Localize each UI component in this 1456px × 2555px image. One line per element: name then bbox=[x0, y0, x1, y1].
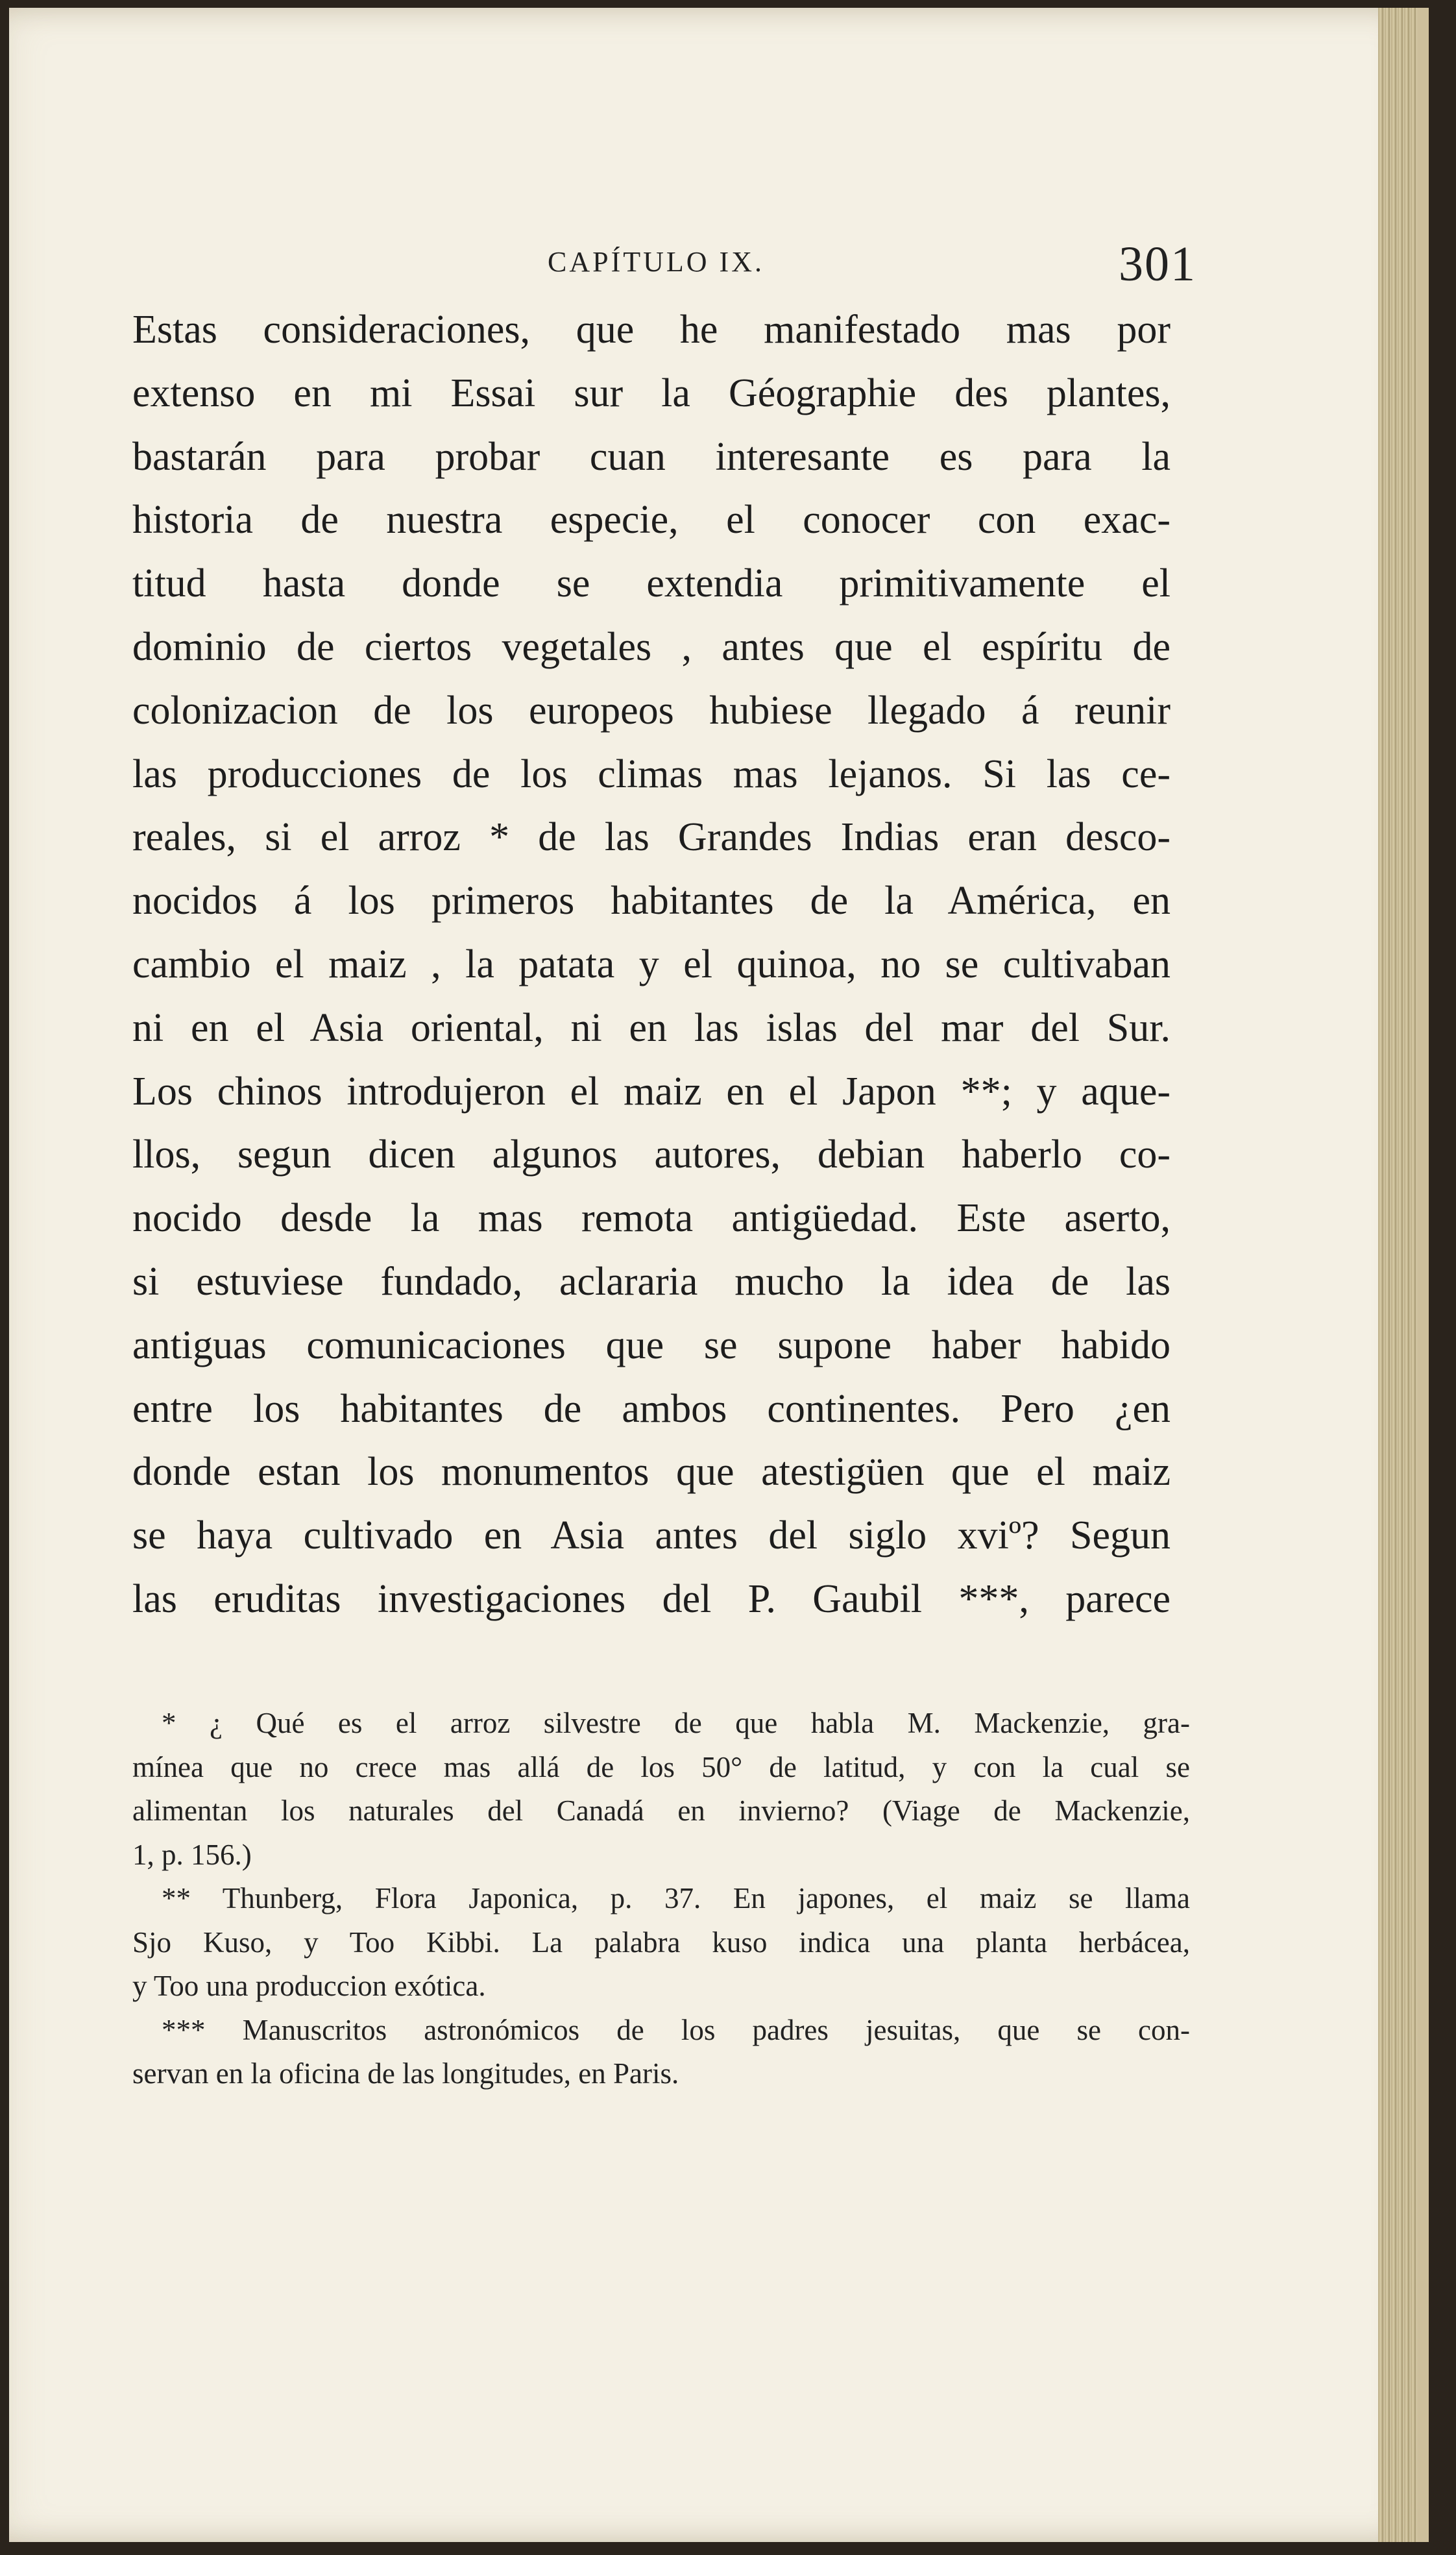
text-line: extenso en mi Essai sur la Géographie des plantes, bbox=[132, 371, 1171, 415]
footnote-line: *** Manuscritos astronómicos de los padres jesuitas, que se con- bbox=[162, 2013, 1190, 2046]
footnote-line: y Too una produccion exótica. bbox=[132, 1970, 486, 2002]
text-line: Los chinos introdujeron el maiz en el Japon **; y aque- bbox=[132, 1069, 1171, 1114]
text-line: nocidos á los primeros habitantes de la América, en bbox=[132, 879, 1171, 923]
text-line: las eruditas investigaciones del P. Gaubil ***, parece bbox=[132, 1576, 1171, 1621]
text-line: las producciones de los climas mas lejanos. Si las ce- bbox=[132, 752, 1171, 796]
text-line: bastarán para probar cuan interesante es para la bbox=[132, 434, 1171, 479]
text-line: Estas consideraciones, que he manifestado mas por bbox=[132, 308, 1171, 352]
footnote-line: mínea que no crece mas allá de los 50° de latitud, y con la cual se bbox=[132, 1750, 1190, 1783]
text-line: reales, si el arroz * de las Grandes Indias eran desco- bbox=[132, 815, 1171, 860]
running-head: CAPÍTULO IX. bbox=[548, 246, 764, 278]
text-line: entre los habitantes de ambos continentes. Pero ¿en bbox=[132, 1386, 1171, 1431]
text-line: nocido desde la mas remota antigüedad. Este aserto, bbox=[132, 1196, 1171, 1241]
footnotes bbox=[132, 1702, 1190, 2096]
text-line: antiguas comunicaciones que se supone haber habido bbox=[132, 1323, 1171, 1367]
footnote-line: alimentan los naturales del Canadá en invierno? (Viage de Mackenzie, bbox=[132, 1794, 1190, 1827]
text-line: historia de nuestra especie, el conocer con exac- bbox=[132, 498, 1171, 543]
text-line: si estuviese fundado, aclararia mucho la idea de las bbox=[132, 1259, 1171, 1304]
main-text bbox=[132, 299, 1171, 1632]
text-line: dominio de ciertos vegetales , antes que el espíritu de bbox=[132, 624, 1171, 669]
text-line: cambio el maiz , la patata y el quinoa, no se cultivaban bbox=[132, 942, 1171, 986]
text-line: titud hasta donde se extendia primitivamente el bbox=[132, 561, 1171, 606]
page-header bbox=[548, 236, 1196, 291]
text-line: se haya cultivado en Asia antes del siglo xviº? Segun bbox=[132, 1513, 1171, 1558]
footnote-line: Sjo Kuso, y Too Kibbi. La palabra kuso indica una planta herbácea, bbox=[132, 1925, 1190, 1959]
footnote-line: ** Thunberg, Flora Japonica, p. 37. En japones, el maiz se llama bbox=[162, 1882, 1190, 1914]
footnote-line: * ¿ Qué es el arroz silvestre de que habla M. Mackenzie, gra- bbox=[162, 1707, 1190, 1739]
page-number: 301 bbox=[1119, 237, 1196, 291]
text-line: colonizacion de los europeos hubiese llegado á reunir bbox=[132, 688, 1171, 733]
text-line: llos, segun dicen algunos autores, debian haberlo co- bbox=[132, 1132, 1171, 1177]
footnote-line: 1, p. 156.) bbox=[132, 1838, 252, 1871]
text-line: donde estan los monumentos que atestigüen que el maiz bbox=[132, 1450, 1171, 1495]
page-edge bbox=[1378, 8, 1417, 2542]
book-page bbox=[9, 8, 1429, 2542]
footnote-line: servan en la oficina de las longitudes, en Paris. bbox=[132, 2057, 679, 2090]
text-line: ni en el Asia oriental, ni en las islas del mar del Sur. bbox=[132, 1005, 1171, 1050]
